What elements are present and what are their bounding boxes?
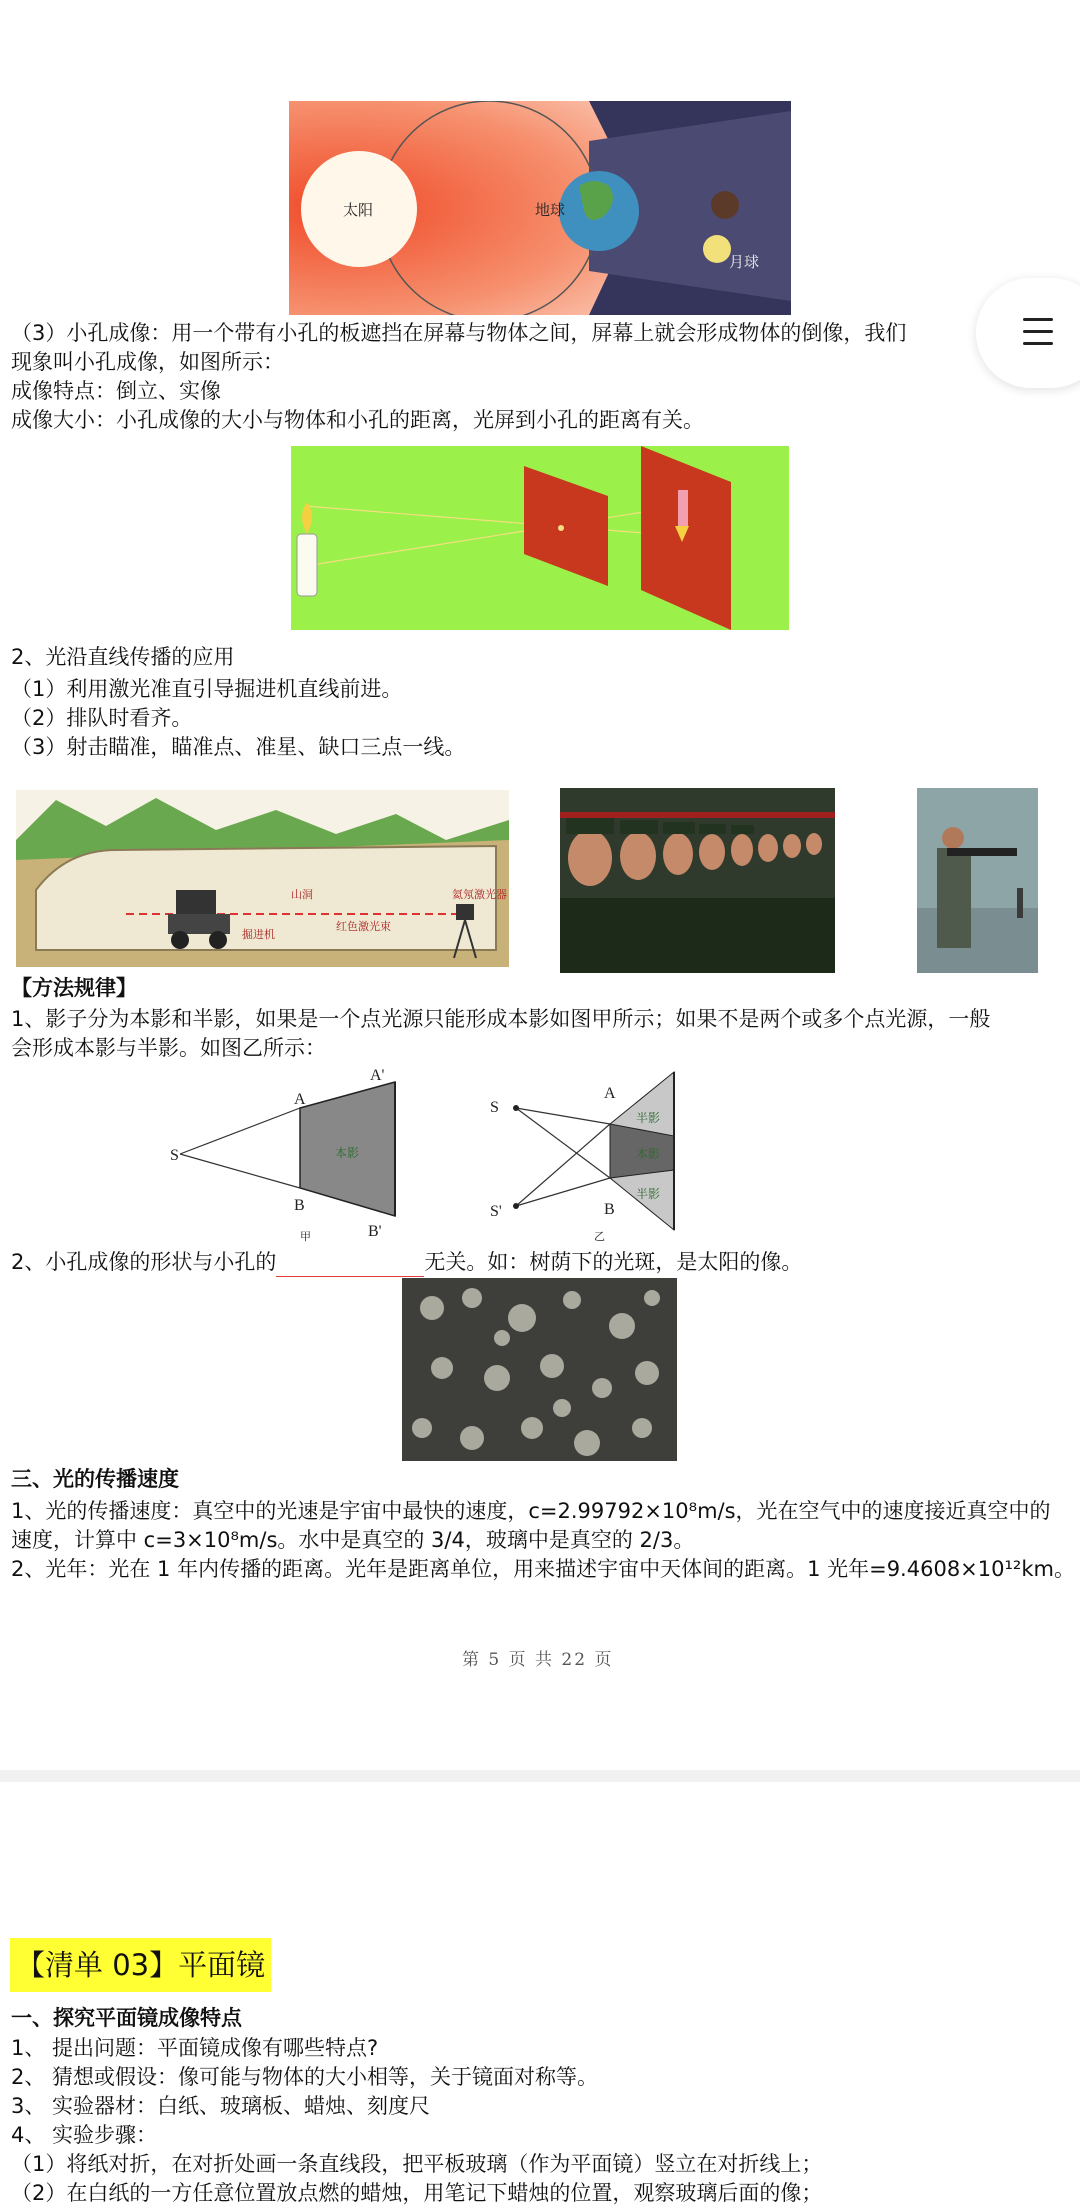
umbra-diagram-jia <box>170 1064 410 1244</box>
point-b-label: B <box>294 1197 305 1214</box>
cave-label: 山洞 <box>291 889 313 901</box>
method-line3-after: 无关。如：树荫下的光斑，是太阳的像。 <box>424 1250 803 1274</box>
page-number-footer: 第 5 页 共 22 页 <box>462 1650 614 1670</box>
method-line1: 1、影子分为本影和半影，如果是一个点光源只能形成本影如图甲所示；如果不是两个或多个点光源，一般 <box>11 1007 991 1031</box>
list-item: 3、 实验器材：白纸、玻璃板、蜡烛、刻度尺 <box>11 2094 431 2118</box>
step-item: （1）将纸对折，在对折处画一条直线段，把平板玻璃（作为平面镜）竖立在对折线上； <box>11 2152 823 2176</box>
list-item: 1、 提出问题：平面镜成像有哪些特点? <box>11 2036 379 2060</box>
point-b-label: B <box>604 1201 615 1218</box>
speed-line1: 1、光的传播速度：真空中的光速是宇宙中最快的速度，c=2.99792×10⁸m/s，光在空气中的速度接近真空中的 <box>11 1499 1051 1523</box>
earth-label: 地球 <box>535 202 566 219</box>
method-line3 <box>11 1248 802 1277</box>
pinhole-size: 成像大小：小孔成像的大小与物体和小孔的距离，光屏到小孔的距离有关。 <box>11 408 704 432</box>
application-item: （3）射击瞄准，瞄准点、准星、缺口三点一线。 <box>11 735 466 759</box>
menu-icon <box>1023 318 1053 321</box>
list-title-plane-mirror: 【清单 03】平面镜 <box>10 1938 271 1992</box>
speed-heading: 三、光的传播速度 <box>11 1467 179 1491</box>
penumbra-label-top: 半影 <box>636 1111 661 1125</box>
diagram-caption-yi: 乙 <box>594 1231 605 1243</box>
penumbra-diagram-yi <box>486 1064 686 1244</box>
section-heading: 一、探究平面镜成像特点 <box>11 2006 242 2030</box>
method-line3-before: 2、小孔成像的形状与小孔的 <box>11 1250 277 1274</box>
fill-in-blank <box>276 1254 424 1277</box>
application-item: （2）排队时看齐。 <box>11 706 193 730</box>
laser-beam-label: 红色激光束 <box>336 921 391 933</box>
pinhole-camera-figure <box>291 446 789 630</box>
point-a-label: A <box>294 1091 306 1108</box>
applications-heading: 2、光沿直线传播的应用 <box>11 645 235 669</box>
point-b-prime-label: B' <box>368 1223 382 1240</box>
menu-icon-bar <box>1023 342 1053 345</box>
pinhole-paragraph-line2: 现象叫小孔成像，如图所示： <box>11 350 284 374</box>
point-s-prime-label: S' <box>490 1203 502 1220</box>
point-s-label: S <box>490 1099 499 1116</box>
step-item: （2）在白纸的一方任意位置放点燃的蜡烛，用笔记下蜡烛的位置，观察玻璃后面的像； <box>11 2181 823 2205</box>
method-heading: 【方法规律】 <box>11 976 137 1000</box>
tunnel-laser-figure <box>16 790 509 967</box>
menu-icon-bar <box>1023 330 1053 333</box>
floating-menu-button[interactable] <box>976 278 1080 388</box>
diagram-caption-jia: 甲 <box>300 1231 311 1243</box>
application-item: （1）利用激光准直引导掘进机直线前进。 <box>11 677 403 701</box>
laser-device-label: 氦氖激光器 <box>452 889 507 901</box>
umbra-label: 本影 <box>636 1147 661 1161</box>
point-s-label: S <box>170 1147 179 1164</box>
sun-spots-under-trees-photo <box>402 1278 677 1461</box>
sun-label: 太阳 <box>343 202 374 219</box>
penumbra-label-bottom: 半影 <box>636 1187 661 1201</box>
shooter-aiming-photo <box>917 788 1038 973</box>
point-a-label: A <box>604 1085 616 1102</box>
umbra-label: 本影 <box>335 1146 360 1160</box>
list-item: 4、 实验步骤： <box>11 2123 158 2147</box>
point-a-prime-label: A' <box>370 1067 385 1084</box>
page-separator <box>0 1770 1080 1782</box>
moon-label: 月球 <box>729 254 760 271</box>
method-line2: 会形成本影与半影。如图乙所示： <box>11 1036 326 1060</box>
pinhole-feature: 成像特点：倒立、实像 <box>11 379 221 403</box>
soldiers-lineup-photo <box>560 788 835 973</box>
list-item: 2、 猜想或假设：像可能与物体的大小相等，关于镜面对称等。 <box>11 2065 599 2089</box>
speed-line2: 速度，计算中 c=3×10⁸m/s。水中是真空的 3/4，玻璃中是真空的 2/3。 <box>11 1528 695 1552</box>
lunar-eclipse-figure <box>289 101 791 315</box>
machine-label: 掘进机 <box>242 929 275 941</box>
pinhole-paragraph-line1: （3）小孔成像：用一个带有小孔的板遮挡在屏幕与物体之间，屏幕上就会形成物体的倒像，我们 <box>11 321 907 345</box>
speed-line3: 2、光年：光在 1 年内传播的距离。光年是距离单位，用来描述宇宙中天体间的距离。1 光年=9.4608×10¹²km。 <box>11 1557 1075 1581</box>
